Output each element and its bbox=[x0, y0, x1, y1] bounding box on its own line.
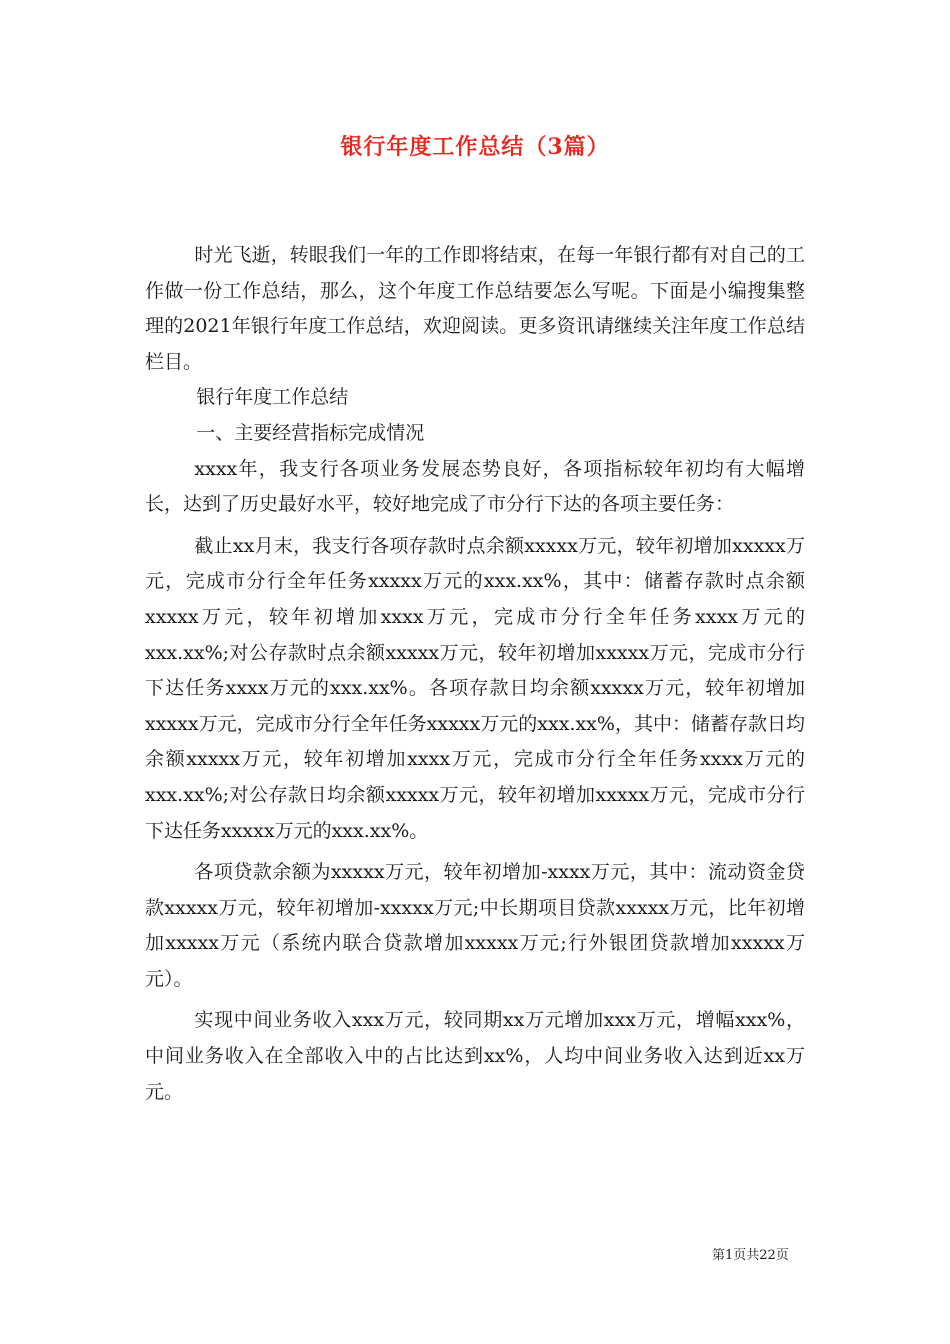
page-number: 第1页共22页 bbox=[712, 1248, 789, 1263]
body-paragraph: 各项贷款余额为xxxxx万元，较年初增加-xxxx万元，其中：流动资金贷款xxxxx万元，较年初增加-xxxxx万元;中长期项目贷款xxxxx万元，比年初增加xxxxx万元（系统内联合贷款增加xxxxx万元;行外银团贷款增加xxxxx万元）。 bbox=[145, 861, 805, 990]
section-heading: 银行年度工作总结 bbox=[196, 386, 349, 409]
subsection-heading: 一、主要经营指标完成情况 bbox=[196, 421, 425, 444]
document-body bbox=[145, 238, 805, 1110]
body-paragraph: 截止xx月末，我支行各项存款时点余额xxxxx万元，较年初增加xxxxx万元，完成市分行全年任务xxxxx万元的xxx.xx%，其中：储蓄存款时点余额xxxxx万元，较年初增加xxxx万元，完成市分行全年任务xxxx万元的xxx.xx%;对公存款时点余额xxxxx万元，较年初增加xxxxx万元，完成市分行下达任务xxxx万元的xxx.xx%。各项存款日均余额xxxxx万元，较年初增加xxxxx万元，完成市分行全年任务xxxxx万元的xxx.xx%，其中：储蓄存款日均余额xxxxx万元，较年初增加xxxx万元，完成市分行全年任务xxxx万元的xxx.xx%;对公存款日均余额xxxxx万元，较年初增加xxxxx万元，完成市分行下达任务xxxxx万元的xxx.xx%。 bbox=[145, 534, 805, 842]
document-title: 银行年度工作总结（3篇） bbox=[340, 134, 610, 160]
body-paragraph: 实现中间业务收入xxx万元，较同期xx万元增加xxx万元，增幅xxx%，中间业务收入在全部收入中的占比达到xx%，人均中间业务收入达到近xx万元。 bbox=[145, 1009, 805, 1103]
intro-paragraph: 时光飞逝，转眼我们一年的工作即将结束，在每一年银行都有对自己的工作做一份工作总结，那么，这个年度工作总结要怎么写呢。下面是小编搜集整理的2021年银行年度工作总结，欢迎阅读。更多资讯请继续关注年度工作总结栏目。 bbox=[145, 244, 805, 373]
body-paragraph: xxxx年，我支行各项业务发展态势良好，各项指标较年初均有大幅增长，达到了历史最好水平，较好地完成了市分行下达的各项主要任务： bbox=[145, 457, 805, 516]
